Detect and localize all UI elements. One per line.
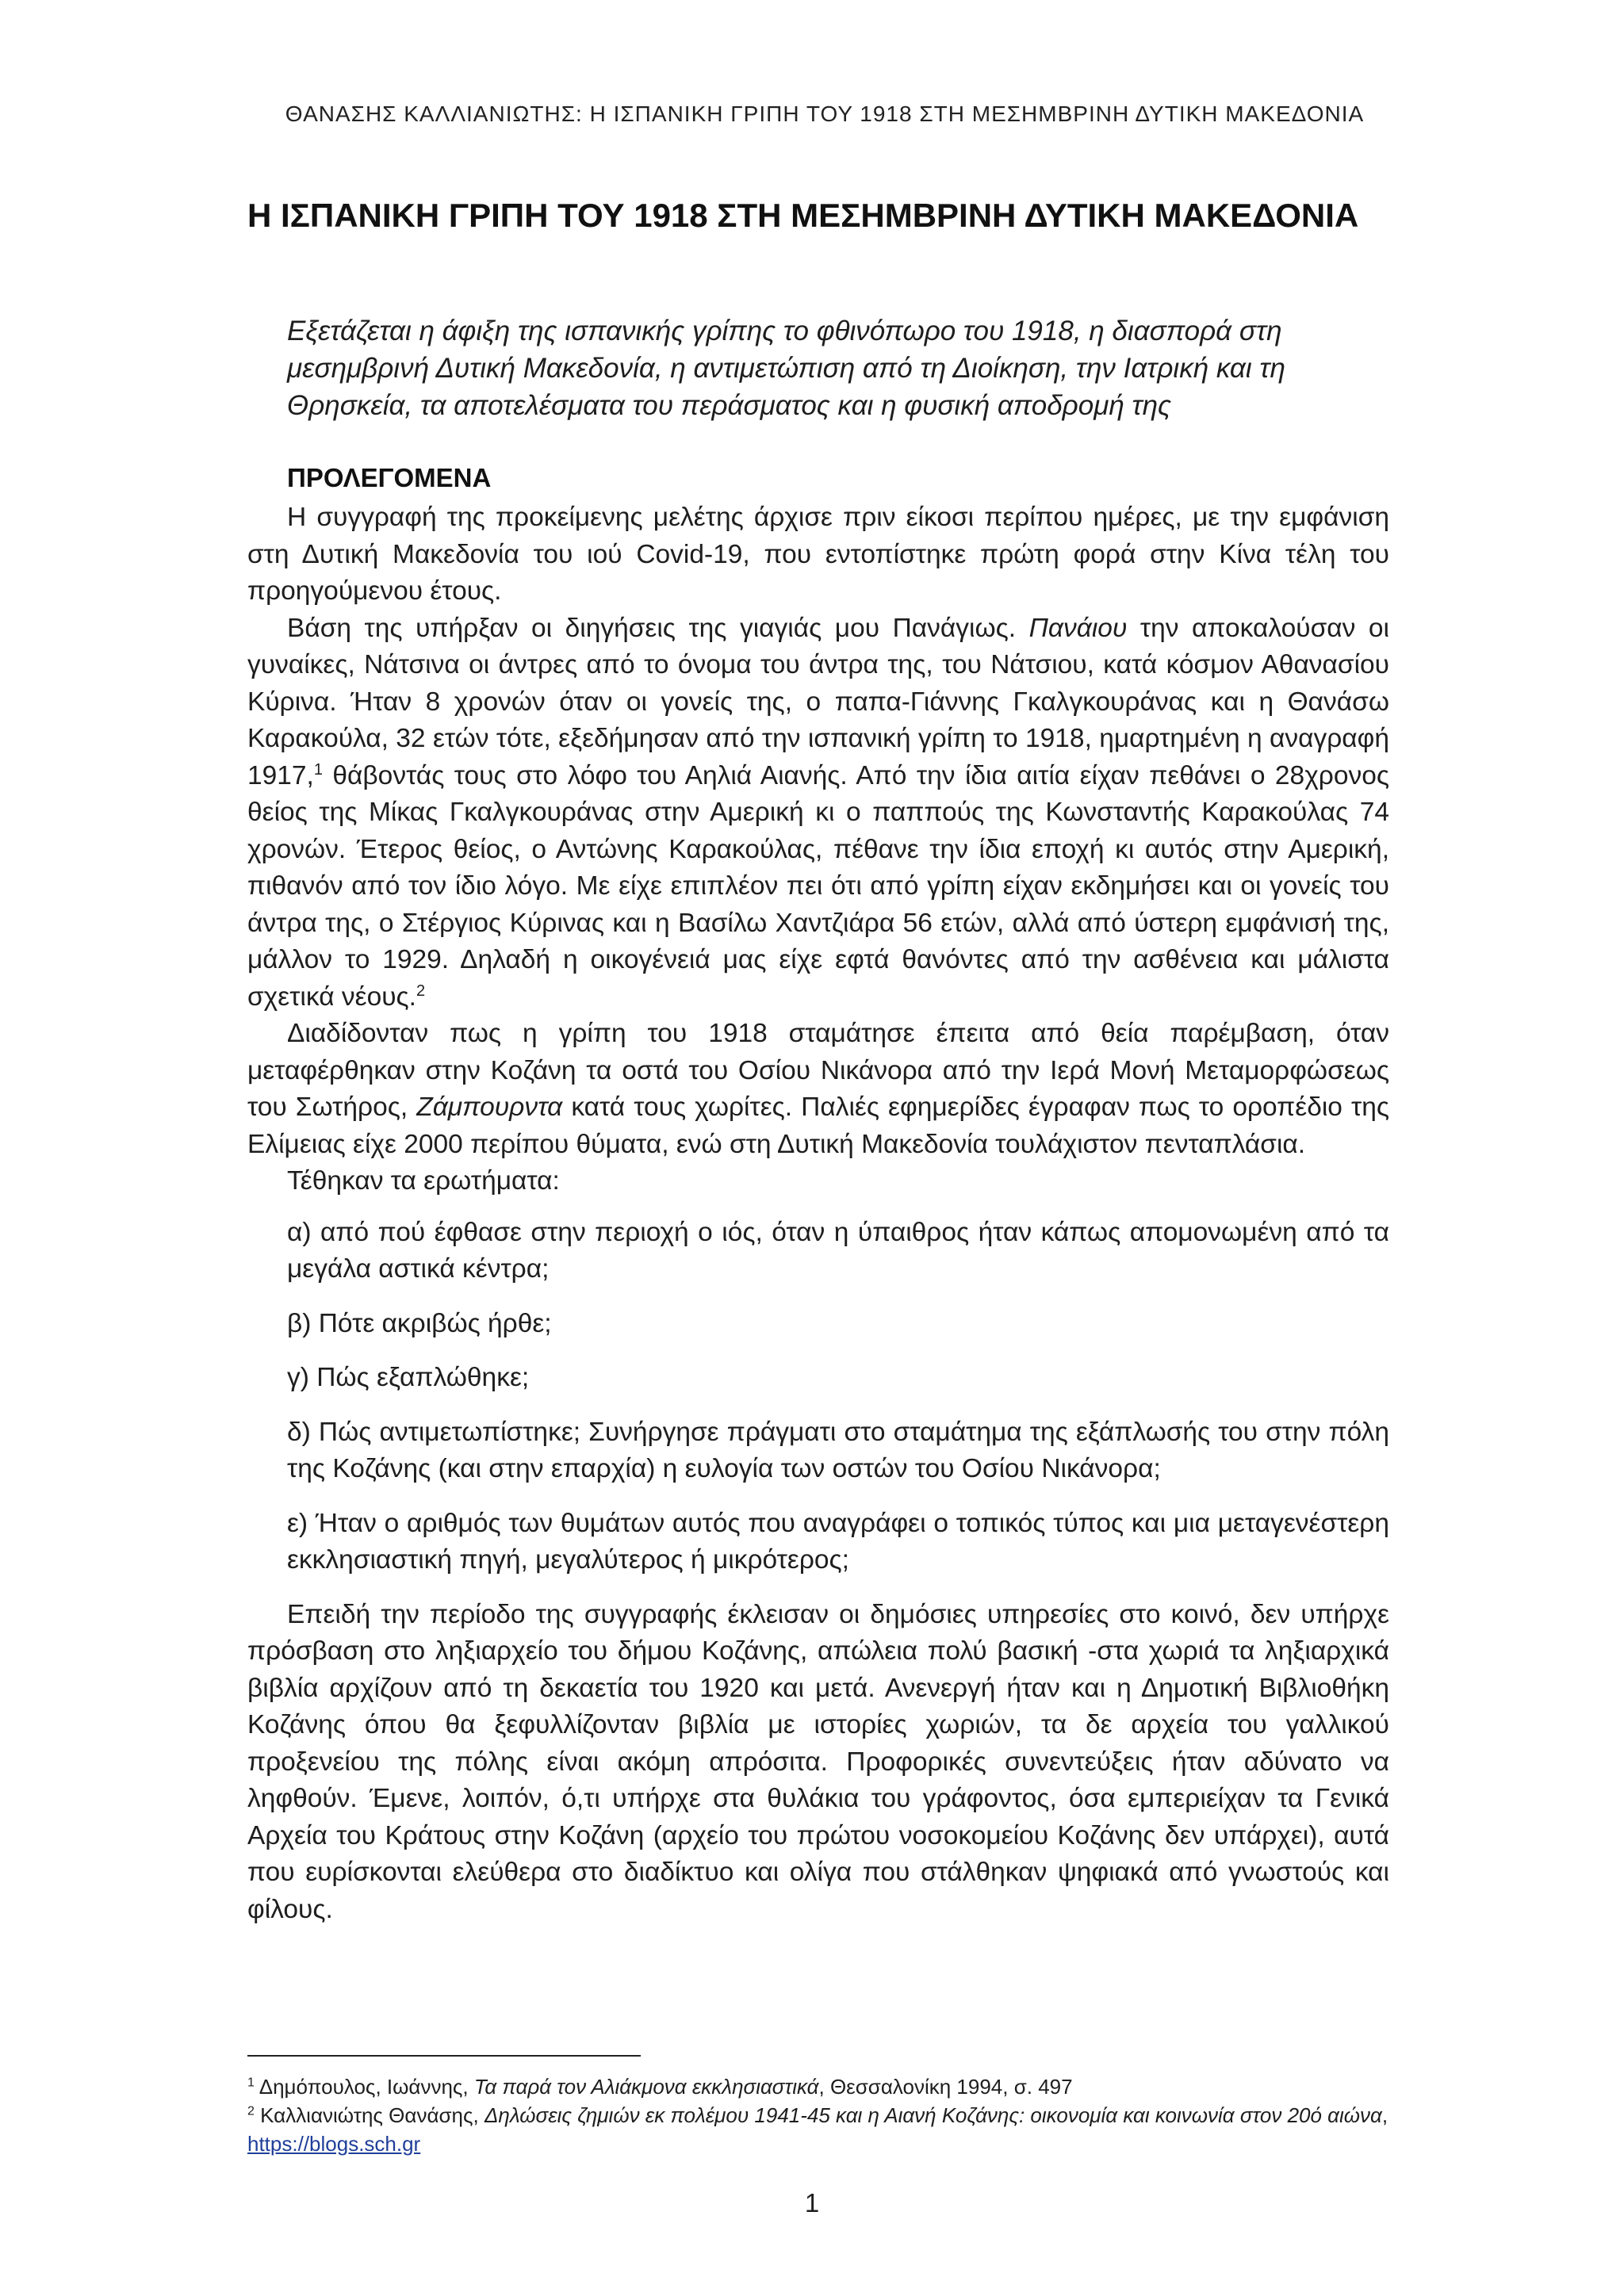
question-item: γ) Πώς εξαπλώθηκε; (287, 1363, 530, 1392)
paragraph-3 (247, 1016, 1389, 1163)
paragraph-2-text-b: την αποκαλούσαν οι γυναίκες, Νάτσινα οι άντρες από το όνομα του άντρα της, του Νάτσιου, κατά κόσμον Αθανασίου Κύρινα. Ήταν 8 χρονών όταν οι γονείς της, ο παπα-Γιάννης Γκαλγκουράνας και η Θανάσω Καρακούλα, 32 ετών τότε, εξεδήμησαν από την ισπανική γρίπη το 1918, ημαρτημένη η αναγραφή 1917, (247, 613, 1389, 790)
footnote-separator (247, 2055, 641, 2057)
abstract: Εξετάζεται η άφιξη της ισπανικής γρίπης το φθινόπωρο του 1918, η διασπορά στη μεσημβρινή Δυτική Μακεδονία, η αντιμετώπιση από τη Διοίκηση, την Ιατρική και τη Θρησκεία, τα αποτελέσματα του περάσματος και η φυσική αποδρομή της (287, 316, 1285, 421)
footnote-2-link[interactable]: https://blogs.sch.gr (247, 2132, 421, 2156)
footnote-ref-2[interactable]: 2 (416, 982, 426, 1000)
footnote-2 (247, 2101, 1389, 2158)
paragraph-5: Επειδή την περίοδο της συγγραφής έκλεισαν οι δημόσιες υπηρεσίες στο κοινό, δεν υπήρχε πρόσβαση στο ληξιαρχείο του δήμου Κοζάνης, απώλεια πολύ βασική -στα χωριά τα ληξιαρχικά βιβλία αρχίζουν από τη δεκαετία του 1920 και μετά. Ανενεργή ήταν και η Δημοτική Βιβλιοθήκη Κοζάνης όπου θα ξεφυλλίζονταν βιβλία με ιστορίες χωριών, τα δε αρχεία του γαλλικού προξενείου της πόλης είναι ακόμη απρόσιτα. Προφορικές συνεντεύξεις ήταν αδύνατο να ληφθούν. Έμενε, λοιπόν, ό,τι υπήρχε στα θυλάκια του γράφοντος, όσα εμπεριείχαν τα Γενικά Αρχεία του Κράτους στην Κοζάνη (αρχείο του πρώτου νοσοκομείου Κοζάνης δεν υπάρχει), αυτά που ευρίσκονται ελεύθερα στο διαδίκτυο και ολίγα που στάλθηκαν ψηφιακά από γνωστούς και φίλους. (247, 1599, 1389, 1924)
paragraph-4: Τέθηκαν τα ερωτήματα: (287, 1166, 560, 1196)
footnote-1-post: , Θεσσαλονίκη 1994, σ. 497 (818, 2075, 1073, 2099)
paragraph-3-text-a: Διαδίδονταν πως η γρίπη του 1918 σταμάτησε έπειτα από θεία παρέμβαση, όταν μεταφέρθηκαν στην Κοζάνη τα οστά του Οσίου Νικάνορα από την Ιερά Μονή Μεταμορφώσεως του Σωτήρος, (247, 1019, 1389, 1122)
section-heading: ΠΡΟΛΕΓΟΜΕΝΑ (287, 463, 492, 492)
paragraph-3-text-b: κατά τους χωρίτες. Παλιές εφημερίδες έγραφαν πως το οροπέδιο της Ελίμειας είχε 2000 περίπου θύματα, ενώ στη Δυτική Μακεδονία τουλάχιστον πενταπλάσια. (247, 1093, 1390, 1159)
footnotes (247, 2072, 1389, 2158)
question-item: ε) Ήταν ο αριθμός των θυμάτων αυτός που αναγράφει ο τοπικός τύπος και μια μεταγενέστερη εκκλησιαστική πηγή, μεγαλύτερος ή μικρότερος; (287, 1508, 1389, 1575)
page-number: 1 (804, 2188, 820, 2218)
footnote-1-pre: Δημόπουλος, Ιωάννης, (254, 2075, 474, 2099)
footnote-2-number: 2 (247, 2104, 255, 2118)
footnote-2-italic: Δηλώσεις ζημιών εκ πολέμου 1941-45 και η Αιανή Κοζάνης: οικονομία και κοινωνία στον 20ό αιώνα (484, 2103, 1382, 2127)
footnote-2-pre: Καλλιανιώτης Θανάσης, (254, 2103, 485, 2127)
document-title: Η ΙΣΠΑΝΙΚΗ ΓΡΙΠΗ ΤΟΥ 1918 ΣΤΗ ΜΕΣΗΜΒΡΙΝΗ ΔΥΤΙΚΗ ΜΑΚΕΔΟΝΙΑ (247, 197, 1359, 234)
paragraph-2 (247, 610, 1389, 1016)
paragraph-3-italic: Ζάμπουρντα (416, 1093, 563, 1122)
footnote-1 (247, 2072, 1389, 2101)
question-item: β) Πότε ακριβώς ήρθε; (287, 1308, 552, 1338)
question-item: α) από πού έφθασε στην περιοχή ο ιός, όταν η ύπαιθρος ήταν κάπως απομονωμένη από τα μεγάλα αστικά κέντρα; (287, 1217, 1389, 1284)
paragraph-1: Η συγγραφή της προκείμενης μελέτης άρχισε πριν είκοσι περίπου ημέρες, με την εμφάνιση στη Δυτική Μακεδονία του ιού Covid-19, που εντοπίστηκε πρώτη φορά στην Κίνα τέλη του προηγούμενου έτους. (247, 503, 1389, 606)
footnote-1-number: 1 (247, 2076, 255, 2090)
running-header: ΘΑΝΑΣΗΣ ΚΑΛΛΙΑΝΙΩΤΗΣ: Η ΙΣΠΑΝΙΚΗ ΓΡΙΠΗ ΤΟΥ 1918 ΣΤΗ ΜΕΣΗΜΒΡΙΝΗ ΔΥΤΙΚΗ ΜΑΚΕΔΟΝΙΑ (285, 101, 1365, 126)
body-text (247, 499, 1389, 1928)
footnote-2-post: , (1381, 2103, 1388, 2127)
footnote-ref-1[interactable]: 1 (313, 760, 323, 779)
question-list (247, 1215, 1389, 1579)
paragraph-2-text-a: Βάση της υπήρξαν οι διηγήσεις της γιαγιάς μου Πανάγιως. (287, 613, 1029, 643)
footnote-1-italic: Τα παρά τον Αλιάκμονα εκκλησιαστικά (473, 2075, 819, 2099)
question-item: δ) Πώς αντιμετωπίστηκε; Συνήργησε πράγματι στο σταμάτημα της εξάπλωσής του στην πόλη της Κοζάνης (και στην επαρχία) η ευλογία των οστών του Οσίου Νικάνορα; (287, 1417, 1389, 1483)
paragraph-2-italic: Πανάιου (1028, 613, 1128, 643)
paragraph-2-text-c: θάβοντάς τους στο λόφο του Αηλιά Αιανής. Από την ίδια αιτία είχαν πεθάνει ο 28χρονος θείος της Μίκας Γκαλγκουράνας στην Αμερική κι ο παππούς της Κωνσταντής Καρακούλας 74 χρονών. Έτερος θείος, ο Αντώνης Καρακούλας, πέθανε την ίδια εποχή κι αυτός στην Αμερική, πιθανόν από τον ίδιο λόγο. Με είχε επιπλέον πει ότι από γρίπη είχαν εκδημήσει και οι γονείς του άντρα της, ο Στέργιος Κύρινας και η Βασίλω Χαντζιάρα 56 ετών, αλλά από ύστερη εμφάνισή της, μάλλον το 1929. Δηλαδή η οικογένειά μας είχε εφτά θανόντες από την ασθένεια και μάλιστα σχετικά νέους. (247, 760, 1389, 1012)
